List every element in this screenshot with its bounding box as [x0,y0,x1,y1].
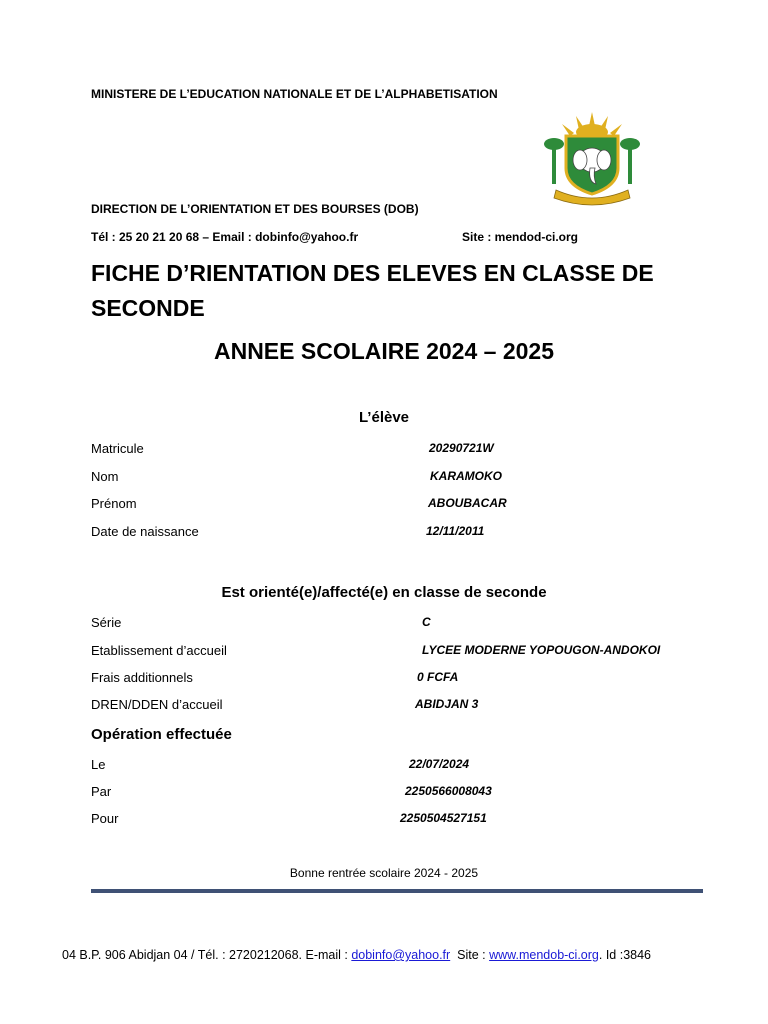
document-title: FICHE D’RIENTATION DES ELEVES EN CLASSE DE SECONDE [91,260,654,321]
school-year: ANNEE SCOLAIRE 2024 – 2025 [213,338,555,364]
field-label-matricule: Matricule [91,441,144,456]
field-label-frais: Frais additionnels [91,670,193,685]
field-value-dren: ABIDJAN 3 [415,697,479,711]
field-label-serie: Série [91,615,122,630]
footer-site-link[interactable]: www.mendob-ci.org [489,948,599,962]
field-label-nom: Nom [91,469,119,484]
field-label-date: Le [91,757,106,772]
field-label-pour: Pour [91,811,119,826]
field-value-par: 2250566008043 [405,784,492,798]
footer-address: 04 B.P. 906 Abidjan 04 / Tél. : 2720212068. E-mail : [62,948,352,962]
footer [62,948,651,962]
site-line: Site : mendod-ci.org [462,230,579,244]
orientation-heading: Est orienté(e)/affecté(e) en classe de seconde [221,584,547,601]
student-heading: L’élève [358,409,410,426]
field-value-matricule: 20290721W [429,441,494,455]
footer-email-link[interactable]: dobinfo@yahoo.fr [351,948,451,962]
field-label-etablissement: Etablissement d’accueil [91,643,227,658]
closing-message: Bonne rentrée scolaire 2024 - 2025 [289,866,479,880]
footer-id: . Id :3846 [598,948,651,962]
divider-rule [91,889,703,893]
operation-heading: Opération effectuée [91,726,232,743]
footer-site-label: Site : [450,948,490,962]
coat-of-arms-icon [540,110,644,206]
field-value-pour: 2250504527151 [400,811,487,825]
field-value-date: 22/07/2024 [409,757,470,771]
field-label-par: Par [91,784,112,799]
field-label-birthdate: Date de naissance [91,524,199,539]
field-value-prenom: ABOUBACAR [428,496,507,510]
field-label-prenom: Prénom [91,496,137,511]
field-value-serie: C [422,615,431,629]
field-label-dren: DREN/DDEN d’accueil [91,697,223,712]
ministry-name: MINISTERE DE L’EDUCATION NATIONALE ET DE L’ALPHABETISATION [91,87,498,101]
contact-line: Tél : 25 20 21 20 68 – Email : dobinfo@yahoo.fr [91,230,359,244]
field-value-frais: 0 FCFA [417,670,459,684]
field-value-nom: KARAMOKO [430,469,502,483]
field-value-etablissement: LYCEE MODERNE YOPOUGON-ANDOKOI [422,643,661,657]
direction-name: DIRECTION DE L’ORIENTATION ET DES BOURSES (DOB) [91,202,419,216]
field-value-birthdate: 12/11/2011 [426,524,485,538]
